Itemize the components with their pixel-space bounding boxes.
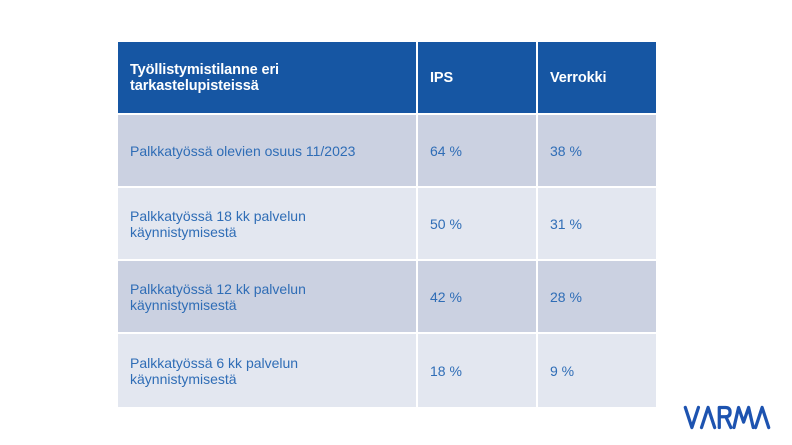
- table-row-label: Palkkatyössä olevien osuus 11/2023: [118, 115, 418, 188]
- varma-logo-text: [683, 430, 684, 431]
- table-row-label: Palkkatyössä 12 kk palvelun käynnistymisestä: [118, 261, 418, 334]
- table-row-ips-value: 64 %: [418, 115, 538, 188]
- results-table: [118, 42, 656, 407]
- table-row-verrokki-value: 38 %: [538, 115, 656, 188]
- varma-logo-icon: [683, 405, 771, 430]
- table-row-ips-value: 50 %: [418, 188, 538, 261]
- table-header-topic: Työllistymistilanne eri tarkastelupisteissä: [118, 42, 418, 115]
- table-row-ips-value: 18 %: [418, 334, 538, 407]
- table-row-label: Palkkatyössä 18 kk palvelun käynnistymisestä: [118, 188, 418, 261]
- table-header-verrokki: Verrokki: [538, 42, 656, 115]
- table-row-verrokki-value: 31 %: [538, 188, 656, 261]
- table-row-verrokki-value: 9 %: [538, 334, 656, 407]
- table-row-label: Palkkatyössä 6 kk palvelun käynnistymisestä: [118, 334, 418, 407]
- varma-logo: [683, 405, 771, 431]
- table-row-ips-value: 42 %: [418, 261, 538, 334]
- table-header-ips: IPS: [418, 42, 538, 115]
- table-row-verrokki-value: 28 %: [538, 261, 656, 334]
